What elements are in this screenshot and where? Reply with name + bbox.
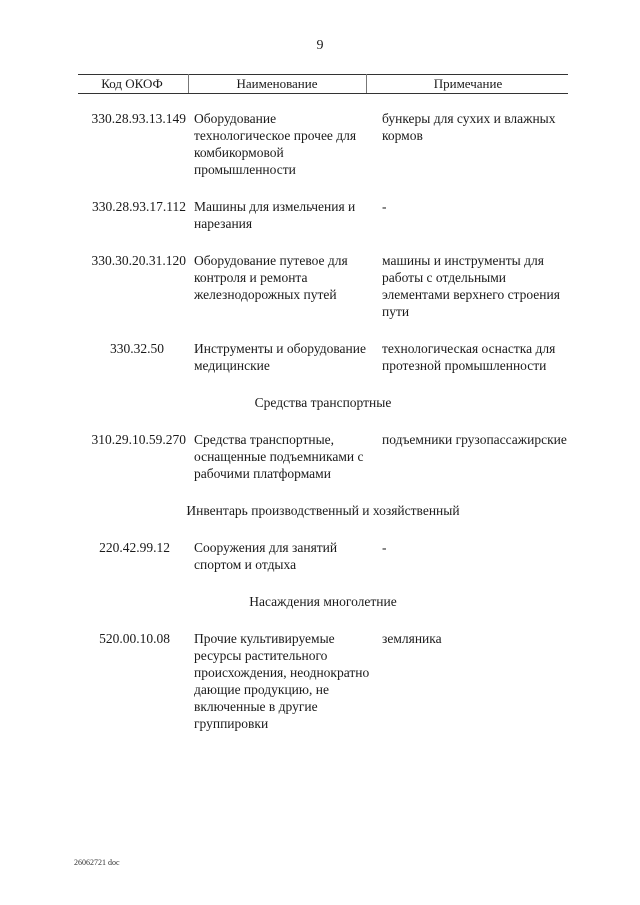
item-name: Прочие культивируемые ресурсы растительного происхождения, неоднократно дающие продукцию, не включенные в другие группировки	[194, 631, 370, 731]
item-name: Оборудование путевое для контроля и ремонта железнодорожных путей	[194, 253, 348, 302]
okof-code: 330.28.93.17.112	[92, 199, 186, 214]
section-heading: Средства транспортные	[254, 395, 392, 410]
section-heading: Насаждения многолетние	[249, 594, 397, 609]
table-body	[78, 110, 568, 732]
header-code: Код ОКОФ	[101, 76, 163, 91]
table-row	[78, 198, 568, 232]
okof-code: 220.42.99.12	[99, 540, 170, 555]
okof-code: 520.00.10.08	[99, 631, 170, 646]
item-name: Инструменты и оборудование медицинские	[194, 341, 366, 373]
page-number: 9	[316, 38, 324, 53]
item-note: технологическая оснастка для протезной промышленности	[382, 341, 556, 373]
table-row	[78, 252, 568, 320]
okof-code: 330.32.50	[110, 341, 164, 356]
table-header	[78, 74, 568, 94]
table-row	[78, 431, 568, 482]
table-row	[78, 110, 568, 178]
item-note: подъемники грузопассажирские	[382, 432, 567, 447]
header-name: Наименование	[236, 76, 318, 91]
section-heading: Инвентарь производственный и хозяйственный	[186, 503, 460, 518]
okof-code: 330.30.20.31.120	[91, 253, 186, 268]
item-note: -	[382, 199, 387, 214]
table-row	[78, 340, 568, 374]
table-row	[78, 539, 568, 573]
item-name: Машины для измельчения и нарезания	[194, 199, 356, 231]
document-filename: 26062721 doc	[74, 858, 120, 867]
header-note: Примечание	[433, 76, 503, 91]
item-note: бункеры для сухих и влажных кормов	[382, 111, 556, 143]
item-name: Оборудование технологическое прочее для комбикормовой промышленности	[194, 111, 357, 177]
header-top-rule	[78, 74, 568, 75]
item-note: машины и инструменты для работы с отдельными элементами верхнего строения пути	[382, 253, 560, 319]
table-row	[78, 630, 568, 732]
item-note: земляника	[382, 631, 442, 646]
header-separator	[366, 74, 367, 94]
item-name: Средства транспортные, оснащенные подъемниками с рабочими платформами	[194, 432, 364, 481]
item-name: Сооружения для занятий спортом и отдыха	[194, 540, 338, 572]
okof-code: 330.28.93.13.149	[91, 111, 186, 126]
header-separator	[188, 74, 189, 94]
header-bottom-rule	[78, 93, 568, 94]
item-note: -	[382, 540, 387, 555]
okof-code: 310.29.10.59.270	[91, 432, 186, 447]
